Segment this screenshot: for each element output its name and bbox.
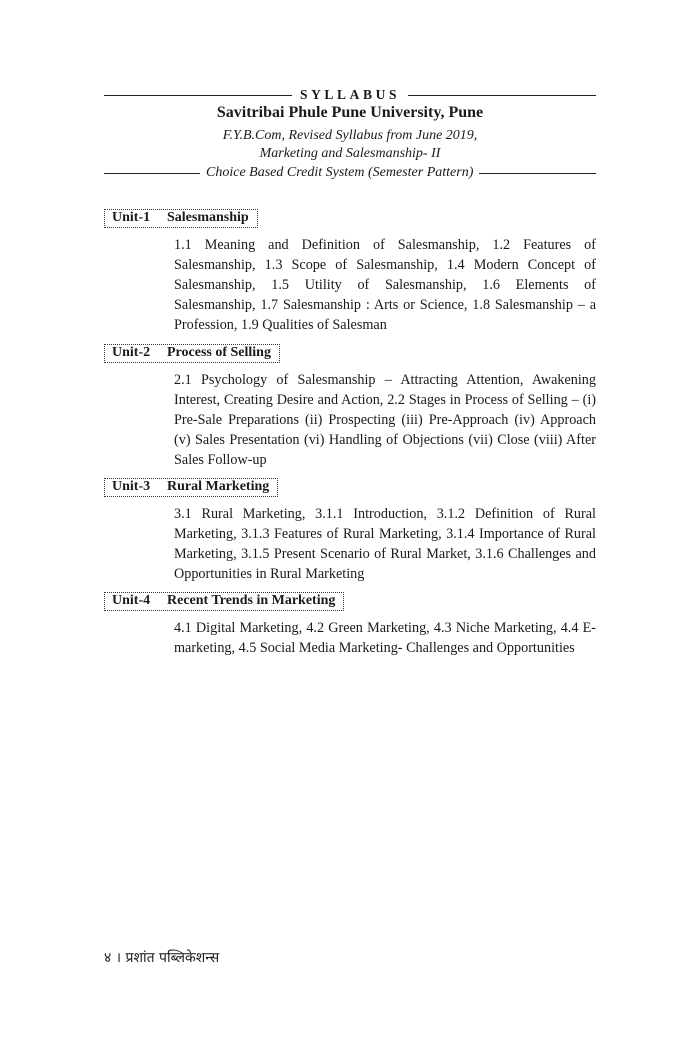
- divider-line: [479, 173, 596, 174]
- unit-section: [104, 208, 596, 335]
- unit-title: Recent Trends in Marketing: [167, 593, 336, 608]
- unit-number: Unit-1: [112, 210, 151, 225]
- unit-heading-box: [104, 209, 258, 228]
- subject-title: Marketing and Salesmanship- II: [259, 146, 441, 161]
- pattern-row: [104, 164, 596, 182]
- pattern-label: Choice Based Credit System (Semester Pattern): [206, 165, 474, 180]
- syllabus-heading-row: [104, 86, 596, 104]
- unit-number: Unit-3: [112, 479, 151, 494]
- unit-heading-box: [104, 592, 344, 611]
- unit-title: Salesmanship: [167, 210, 249, 225]
- unit-content: 4.1 Digital Marketing, 4.2 Green Marketing, 4.3 Niche Marketing, 4.4 E-marketing, 4.5 Social Media Marketing- Challenges and Opportunities: [174, 619, 596, 656]
- divider-line: [408, 95, 596, 96]
- unit-number: Unit-4: [112, 593, 151, 608]
- unit-section: [104, 591, 596, 658]
- unit-title: Rural Marketing: [167, 479, 270, 494]
- page-footer: ४ । प्रशांत पब्लिकेशन्स: [104, 950, 220, 966]
- course-title: F.Y.B.Com, Revised Syllabus from June 2019,: [222, 128, 478, 143]
- unit-content: 2.1 Psychology of Salesmanship – Attracting Attention, Awakening Interest, Creating Desire and Action, 2.2 Stages in Process of Selling – (i) Pre-Sale Preparations (ii) Prospecting (iii) Pre-Approach (iv) Approach (v) Sales Presentation (vi) Handling of Objections (vii) Close (viii) After Sales Follow-up: [174, 371, 596, 468]
- divider-line: [104, 173, 200, 174]
- university-title: Savitribai Phule Pune University, Pune: [216, 104, 484, 121]
- unit-number: Unit-2: [112, 345, 151, 360]
- unit-title: Process of Selling: [167, 345, 271, 360]
- unit-content: 1.1 Meaning and Definition of Salesmanship, 1.2 Features of Salesmanship, 1.3 Scope of Salesmanship, 1.4 Modern Concept of Salesmanship, 1.5 Utility of Salesmanship, 1.6 Elements of Salesmanship, 1.7 Salesmanship : Arts or Science, 1.8 Salesmanship – a Profession, 1.9 Qualities of Salesman: [174, 236, 596, 333]
- syllabus-label: SYLLABUS: [299, 87, 401, 102]
- divider-line: [104, 95, 292, 96]
- unit-section: [104, 477, 596, 584]
- unit-heading-box: [104, 344, 280, 363]
- unit-heading-box: [104, 478, 278, 497]
- unit-content: 3.1 Rural Marketing, 3.1.1 Introduction, 3.1.2 Definition of Rural Marketing, 3.1.3 Features of Rural Marketing, 3.1.4 Importance of Rural Marketing, 3.1.5 Present Scenario of Rural Market, 3.1.6 Challenges and Opportunities in Rural Marketing: [174, 505, 596, 582]
- unit-section: [104, 343, 596, 470]
